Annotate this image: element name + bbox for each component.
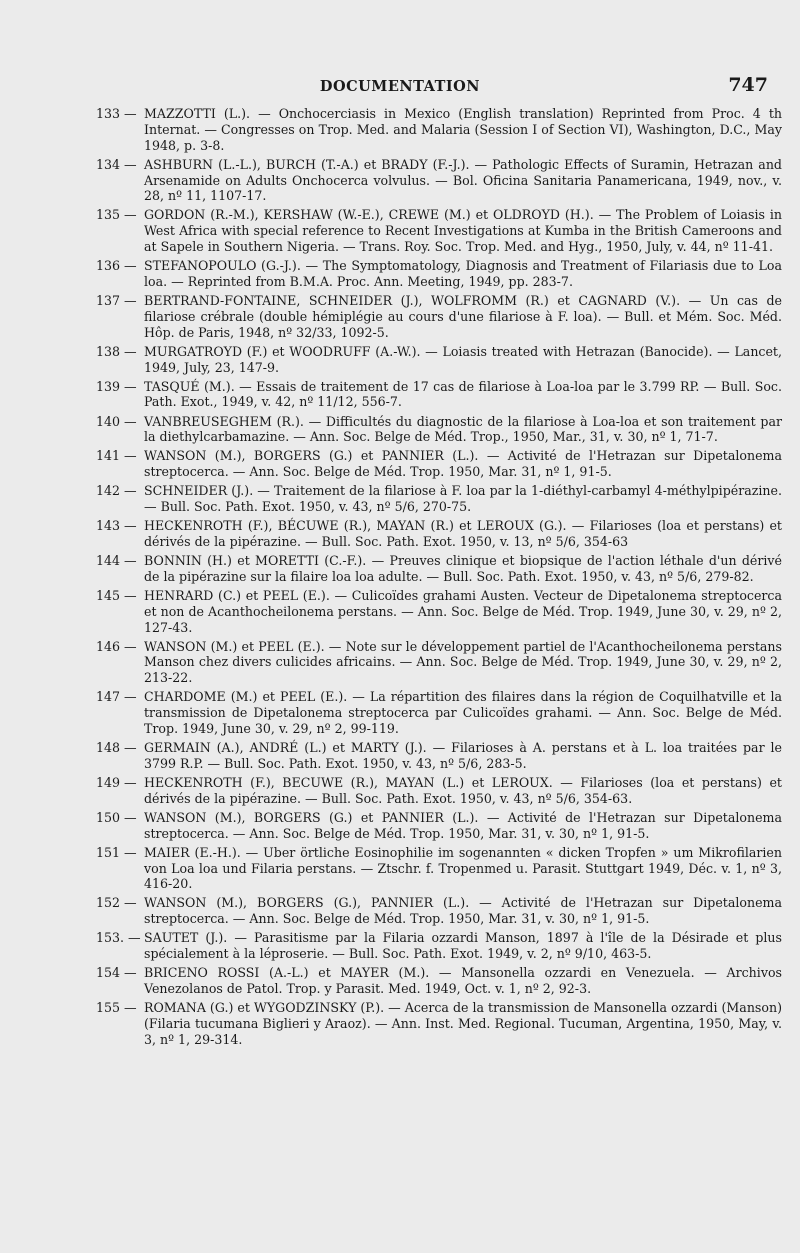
reference-text: BRICENO ROSSI (A.-L.) et MAYER (M.). — Mansonella ozzardi en Venezuela. — Archivos Venezolanos de Patol. Trop. y Parasit. Med. 1949, Oct. v. 1, nº 2, 92-3. bbox=[144, 965, 782, 996]
reference-entry bbox=[96, 379, 782, 411]
reference-text: STEFANOPOULO (G.-J.). — The Symptomatology, Diagnosis and Treatment of Filariasis due to Loa loa. — Reprinted from B.M.A. Proc. Ann. Meeting, 1949, pp. 283-7. bbox=[144, 258, 782, 289]
reference-number: 143 — bbox=[96, 518, 137, 534]
reference-text: GERMAIN (A.), ANDRÉ (L.) et MARTY (J.). — Filarioses à A. perstans et à L. loa traitées par le 3799 R.P. — Bull. Soc. Path. Exot. 1950, v. 43, nº 5/6, 283-5. bbox=[144, 740, 782, 771]
reference-number: 152 — bbox=[96, 895, 137, 911]
reference-entry bbox=[96, 895, 782, 927]
reference-number: 149 — bbox=[96, 774, 137, 790]
reference-entry bbox=[96, 553, 782, 585]
reference-text: GORDON (R.-M.), KERSHAW (W.-E.), CREWE (M.) et OLDROYD (H.). — The Problem of Loiasis in West Africa with special reference to Recent Investigations at Kumba in the British Cameroons and at Sapele in Southern Nigeria. — Trans. Roy. Soc. Trop. Med. and Hyg., 1950, July, v. 44, nº 11-41. bbox=[144, 207, 782, 255]
reference-entry bbox=[96, 845, 782, 893]
reference-text: CHARDOME (M.) et PEEL (E.). — La répartition des filaires dans la région de Coquilhatville et la transmission de Dipetalonema streptocerca par Culicoïdes grahami. — Ann. Soc. Belge de Méd. Trop. 1949, June 30, v. 29, nº 2, 99-119. bbox=[144, 689, 782, 736]
reference-text: TASQUÉ (M.). — Essais de traitement de 17 cas de filariose à Loa-loa par le 3.799 RP. — Bull. Soc. Path. Exot., 1949, v. 42, nº 11/12, 556-7. bbox=[144, 378, 782, 410]
reference-number: 155 — bbox=[96, 1000, 137, 1015]
reference-text: SCHNEIDER (J.). — Traitement de la filariose à F. loa par la 1-diéthyl-carbamyl 4-méthylpipérazine. — Bull. Soc. Path. Exot. 1950, v. 43, nº 5/6, 270-75. bbox=[144, 483, 782, 515]
reference-entry bbox=[96, 157, 782, 205]
reference-entry bbox=[96, 930, 782, 962]
reference-text: ROMANA (G.) et WYGODZINSKY (P.). — Acerca de la transmission de Mansonella ozzardi (Manson) (Filaria tucumana Biglieri y Araoz). — Ann. Inst. Med. Regional. Tucuman, Argentina, 1950, May, v. 3, nº 1, 29-314. bbox=[144, 1000, 782, 1047]
reference-entry bbox=[96, 258, 782, 290]
reference-number: 144 — bbox=[96, 553, 137, 568]
reference-text: HENRARD (C.) et PEEL (E.). — Culicoïdes grahami Austen. Vecteur de Dipetalonema streptocerca et non de Acanthocheilonema perstans. — Ann. Soc. Belge de Méd. Trop. 1949, June 30, v. 29, nº 2, 127-43. bbox=[144, 587, 782, 635]
reference-entry bbox=[96, 588, 782, 636]
reference-entry bbox=[96, 106, 782, 154]
reference-text: WANSON (M.), BORGERS (G.), PANNIER (L.). — Activité de l'Hetrazan sur Dipetalonema streptocerca. — Ann. Soc. Belge de Méd. Trop. 1950, Mar. 31, v. 30, nº 1, 91-5. bbox=[144, 895, 782, 927]
reference-number: 142 — bbox=[96, 483, 137, 499]
reference-number: 150 — bbox=[96, 809, 137, 825]
reference-text: VANBREUSEGHEM (R.). — Difficultés du diagnostic de la filariose à Loa-loa et son traitement par la diethylcarbamazine. — Ann. Soc. Belge de Méd. Trop., 1950, Mar., 31, v. 30, nº 1, 71-7. bbox=[144, 413, 782, 445]
reference-number: 154 — bbox=[96, 965, 137, 981]
reference-number: 138 — bbox=[96, 343, 137, 359]
reference-number: 140 — bbox=[96, 413, 137, 429]
reference-number: 146 — bbox=[96, 638, 137, 654]
reference-text: ASHBURN (L.-L.), BURCH (T.-A.) et BRADY (F.-J.). — Pathologic Effects of Suramin, Hetrazan and Arsenamide on Adults Onchocerca volvulus. — Bol. Oficina Sanitaria Panamericana, 1949, nov., v. 28, nº 11, 1107-17. bbox=[144, 156, 782, 204]
reference-entry bbox=[96, 689, 782, 737]
reference-number: 153. — bbox=[96, 930, 141, 946]
reference-number: 141 — bbox=[96, 448, 137, 464]
reference-text: MAIER (E.-H.). — Uber örtliche Eosinophilie im sogenannten « dicken Tropfen » um Mikrofilarien von Loa loa und Filaria perstans. — Ztschr. f. Tropenmed u. Parasit. Stuttgart 1949, Déc. v. 1, nº 3, 416-20. bbox=[144, 844, 782, 892]
reference-number: 136 — bbox=[96, 258, 137, 274]
reference-text: BERTRAND-FONTAINE, SCHNEIDER (J.), WOLFROMM (R.) et CAGNARD (V.). — Un cas de filariose crébrale (double hémiplégie au cours d'une filariose à F. loa). — Bull. et Mém. Soc. Méd. Hôp. de Paris, 1948, nº 32/33, 1092-5. bbox=[144, 293, 782, 340]
reference-number: 147 — bbox=[96, 689, 137, 705]
reference-number: 148 — bbox=[96, 740, 137, 756]
reference-entry bbox=[96, 293, 782, 341]
reference-text: WANSON (M.), BORGERS (G.) et PANNIER (L.). — Activité de l'Hetrazan sur Dipetalonema streptocerca. — Ann. Soc. Belge de Méd. Trop. 1950, Mar. 31, v. 30, nº 1, 91-5. bbox=[144, 809, 782, 841]
reference-number: 133 — bbox=[96, 106, 137, 121]
reference-text: MAZZOTTI (L.). — Onchocerciasis in Mexico (English translation) Reprinted from Proc. 4 th Internat. — Congresses on Trop. Med. and Malaria (Session I of Section VI), Washington, D.C., May 1948, p. 3-8. bbox=[144, 106, 782, 153]
reference-entry bbox=[96, 448, 782, 480]
reference-entry bbox=[96, 518, 782, 550]
reference-entry bbox=[96, 965, 782, 997]
reference-number: 145 — bbox=[96, 587, 137, 603]
reference-number: 151 — bbox=[96, 844, 137, 860]
reference-entry bbox=[96, 639, 782, 687]
reference-entry bbox=[96, 810, 782, 842]
page-header bbox=[0, 74, 800, 100]
reference-entry bbox=[96, 1000, 782, 1048]
reference-text: HECKENROTH (F.), BÉCUWE (R.), MAYAN (R.) et LEROUX (G.). — Filarioses (loa et perstans) et dérivés de la pipérazine. — Bull. Soc. Path. Exot. 1950, v. 13, nº 5/6, 354-63 bbox=[144, 518, 782, 549]
reference-text: SAUTET (J.). — Parasitisme par la Filaria ozzardi Manson, 1897 à l'île de la Désirade et plus spécialement à la léproserie. — Bull. Soc. Path. Exot. 1949, v. 2, nº 9/10, 463-5. bbox=[144, 930, 782, 962]
reference-list bbox=[96, 106, 782, 1051]
reference-entry bbox=[96, 207, 782, 255]
reference-number: 139 — bbox=[96, 378, 137, 394]
reference-entry bbox=[96, 740, 782, 772]
reference-number: 135 — bbox=[96, 207, 137, 223]
reference-text: WANSON (M.) et PEEL (E.). — Note sur le développement partiel de l'Acanthocheilonema perstans Manson chez divers culicides africains. — Ann. Soc. Belge de Méd. Trop. 1949, June 30, v. 29, nº 2, 213-22. bbox=[144, 638, 782, 686]
reference-text: HECKENROTH (F.), BECUWE (R.), MAYAN (L.) et LEROUX. — Filarioses (loa et perstans) et dérivés de la pipérazine. — Bull. Soc. Path. Exot. 1950, v. 43, nº 5/6, 354-63. bbox=[144, 774, 782, 806]
page-title: DOCUMENTATION bbox=[319, 78, 481, 95]
reference-text: BONNIN (H.) et MORETTI (C.-F.). — Preuves clinique et biopsique de l'action léthale d'un dérivé de la pipérazine sur la filaire loa loa adulte. — Bull. Soc. Path. Exot. 1950, v. 43, nº 5/6, 279-82. bbox=[144, 553, 782, 584]
reference-text: WANSON (M.), BORGERS (G.) et PANNIER (L.). — Activité de l'Hetrazan sur Dipetalonema streptocerca. — Ann. Soc. Belge de Méd. Trop. 1950, Mar. 31, nº 1, 91-5. bbox=[144, 448, 782, 480]
reference-number: 137 — bbox=[96, 293, 137, 309]
reference-text: MURGATROYD (F.) et WOODRUFF (A.-W.). — Loiasis treated with Hetrazan (Banocide). — Lancet, 1949, July, 23, 147-9. bbox=[144, 343, 782, 375]
reference-number: 134 — bbox=[96, 156, 137, 172]
page-number: 747 bbox=[728, 74, 768, 96]
reference-entry bbox=[96, 775, 782, 807]
reference-entry bbox=[96, 414, 782, 446]
reference-entry bbox=[96, 483, 782, 515]
reference-entry bbox=[96, 344, 782, 376]
